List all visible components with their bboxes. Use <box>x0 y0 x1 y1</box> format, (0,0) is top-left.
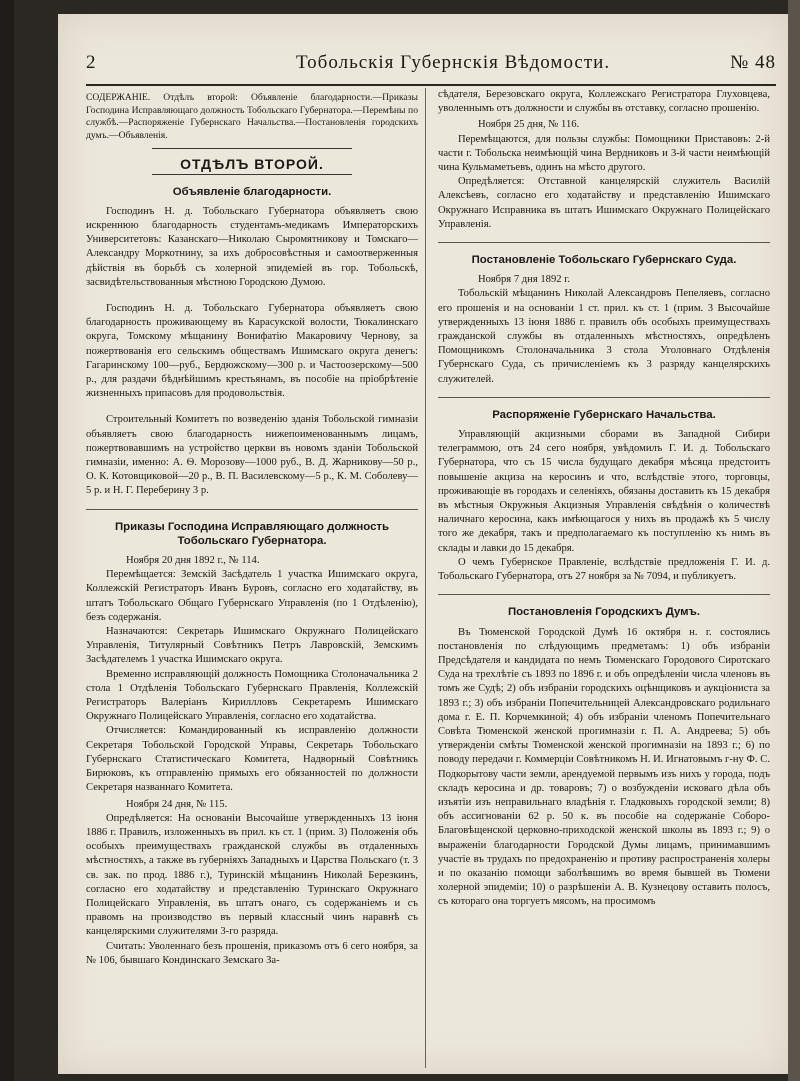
court-paragraph: Тобольскій мѣщанинъ Николай Александровъ Пепеляевъ, согласно его прошенія и на основаніи 1 ст. прил. къ ст. 1 (прим. 3 Высочайше утвержденныхъ 13 іюня 1886 г. правилъ объ особыхъ преимуществахъ гражданской службы въ отдаленныхъ мѣстностяхъ, опредѣленъ Помощникомъ Столоначальника 3 стола Уголовнаго Отдѣленія Губернскаго Суда, съ причисленіемъ къ 3 разряду канцелярскихъ служителей. <box>438 288 770 385</box>
orders-paragraph-3: Временно исправляющій должность Помощника Столоначальника 2 стола 1 Отдѣленія Тобольскаго Губернскаго Правленія, Коллежскій Регистраторъ Валеріанъ Кириллловъ Секретаремъ Ишимскаго Окружнаго Полицейскаго Управленія, согласно его ходатайства. <box>86 668 418 723</box>
continued-paragraph-1: сѣдателя, Березовскаго округа, Коллежскаго Регистратора Глуховцева, уволеннымъ отъ должности и службы въ отставку, согласно прошенію. <box>438 89 770 115</box>
continued-date: Ноября 25 дня, № 116. <box>478 119 580 131</box>
orders-date-1: Ноября 20 дня 1892 г., № 114. <box>126 555 260 567</box>
page-number: 2 <box>86 52 97 73</box>
next-page-edge <box>788 0 800 1081</box>
orders-heading: Приказы Господина Исправляющаго должность Тобольскаго Губернатора. <box>115 520 389 547</box>
book-spine <box>0 0 14 1081</box>
header-rule <box>86 84 776 86</box>
orders-paragraph-5: Опредѣляется: На основаніи Высочайше утвержденныхъ 13 іюня 1886 г. Правилъ, изложенныхъ въ прил. къ ст. 1 (прим. 3) Положенія объ особыхъ преимуществахъ гражданской службы въ отдаленныхъ мѣстностяхъ, а также въ губерніяхъ Западныхъ и Царства Польскаго (т. 3 св. зак. по прод. 1886 г.), Туринскій мѣщанинъ Николай Березкинъ, согласно его ходатайству и представленію Туринскаго Окружнаго Полицейскаго Управленія, въ штатъ онаго, съ содержаніемъ и съ правомъ на производство въ первый классный чинъ наравнѣ съ канцелярскими служителями 3-го разряда. <box>86 812 418 938</box>
order-heading: Распоряженіе Губернскаго Начальства. <box>492 408 716 421</box>
issue-number: № 48 <box>730 52 776 73</box>
duma-paragraph: Въ Тюменской Городской Думѣ 16 октября н. г. состоялись постановленія по слѣдующимъ предметамъ: 1) объ избраніи Предсѣдателя и кандидата по немъ Тюменскаго Городового Сиротскаго Суда на трехлѣтіе съ 1893 по 1896 г. и объ опредѣленіи числа членовъ въ томъ же Судѣ; 2) объ избраніи городскихъ оцѣнщиковъ и аукціониста за 1893 г.; 3) объ избраніи Попечительницей Александровскаго родильнаго дома г. Е. П. Корчемкиной; 4) объ избраніи членомъ Попечительнаго Совѣта Тюменской женской прогимназіи г. П. А. Андреева; 5) объ утвержденіи смѣты Тюменской женской прогимназіи на 1893 г.; 6) по поводу передачи г. Коммерціи Совѣтникомъ Н. И. Игнатовымъ г-ну Ф. С. Подкорытову части земли, арендуемой первымъ изъ нихъ у города, подъ складъ керосина и др. товаровъ; 7) о возбужденіи исковаго дѣла объ изъятіи изъ неправильнаго владѣнія г. Гладковыхъ городской земли; 8) объ ассигнованіи 62 р. 50 к. въ пособіе на содержаніе Соборо-Благовѣщенской церковно-приходской женской школы въ 1893 г.; 9) о выраженіи благодарности Городской Думы лицамъ, принимавшимъ участіе въ трудахъ по предохраненію и противу распространенія холеры и по оказанію помощи заболѣвшимъ во время бывшей въ Тюмени холерной эпидеміи; 10) о разрѣшеніи А. В. Кузнецову оставить полосъ, съ котораго она торгуетъ мясомъ, на просимомъ <box>438 626 770 908</box>
section-rule <box>152 174 352 175</box>
newspaper-page <box>58 14 788 1074</box>
left-column <box>86 88 418 968</box>
duma-heading: Постановленія Городскихъ Думъ. <box>507 606 701 619</box>
thanks-paragraph-3: Строительный Комитетъ по возведенію зданія Тобольской гимназіи объявляетъ свою благодарность нижепоименованнымъ лицамъ, пожертвовавшимъ на устройство церкви въ новомъ зданіи Тобольской гимназіи, именно: А. Ѳ. Морозову—1000 руб., В. Д. Жарникову—50 р., О. К. Котовщиковой—20 р., В. П. Василевскому—5 р., К. М. Соболеву—5 р. и Н. Г. Переберину 3 р. <box>86 414 418 497</box>
orders-date-2: Ноября 24 дня, № 115. <box>126 798 228 810</box>
column-separator <box>425 88 426 1068</box>
orders-paragraph-6: Считать: Уволеннаго безъ прошенія, приказомъ отъ 6 сего ноября, за № 106, бывшаго Кондинскаго Земскаго За- <box>86 940 418 966</box>
order-paragraph-2: О чемъ Губернское Правленіе, вслѣдствіе предложенія Г. И. д. Тобольскаго Губернатора, отъ 27 ноября за № 7094, и публикуетъ. <box>438 556 770 583</box>
divider <box>438 397 770 398</box>
orders-paragraph-4: Отчисляется: Командированный къ исправленію должности Секретаря Тобольской Городской Управы, Секретарь Тобольскаго Губернскаго Статистическаго Комитета, Надворный Совѣтникъ Бирюковъ, къ отправленію прямыхъ его обязанностей по должности Секретаря названнаго Комитета. <box>86 725 418 794</box>
orders-paragraph-2: Назначаются: Секретарь Ишимскаго Окружнаго Полицейскаго Управленія, Титулярный Совѣтникъ Петръ Лавровскій, Земскимъ Засѣдателемъ 1 участка Ишимскаго округа. <box>86 626 418 666</box>
newspaper-title: Тобольскія Губернскія Вѣдомости. <box>296 52 611 73</box>
court-date: Ноября 7 дня 1892 г. <box>478 274 570 286</box>
continued-paragraph-2: Перемѣщаются, для пользы службы: Помощники Приставовъ: 2-й части г. Тобольска неимѣющій чина Вердниковъ и 3-й части неимѣющій чина Кульмаметьевъ, одинъ на мѣсто другого. <box>438 133 770 174</box>
thanks-paragraph-1: Господинъ Н. д. Тобольскаго Губернатора объявляетъ свою искреннюю благодарность студентамъ-медикамъ Императорскихъ Университетовъ: Казанскаго—Николаю Сыромятникову и Томскаго—Александру Моркотнину, за ихъ добросовѣстныя и самоотверженныя дѣйствія въ борьбѣ съ холерной эпидеміей въ гор. Тобольскѣ, засвидѣтельствованныя мѣстною Городскою Думою. <box>86 205 418 288</box>
page-header <box>86 52 776 80</box>
thanks-paragraph-2: Господинъ Н. д. Тобольскаго Губернатора объявляетъ свою благодарность проживающему въ Карасукской волости, Тюкалинскаго округа, Томскому мѣщанину Вонифатію Макаровичу Чернову, за пожертвованія его сельскимъ обществамъ Ишимскаго округа денегъ: Гагаринскому 100—руб., Бердюжскому—300 р. и Частоозерскому—500 р., для раздачи бѣднѣйшимъ крестьянамъ, въ пособіе на пріобрѣтеніе жизненныхъ припасовъ для продовольствія. <box>86 303 418 400</box>
order-paragraph-1: Управляющій акцизными сборами въ Западной Сибири телеграммою, отъ 24 сего ноября, увѣдомилъ Г. И. д. Тобольскаго Губернатора, что съ 15 числа будущаго декабря мѣсяца предстоитъ повышеніе акциза на керосинъ и что, вслѣдствіе этого, торговцы, проживающіе въ городахъ и селеніяхъ, обязаны доставить къ 15 декабря въ мѣстныя Окружныя Акцизныя Управленія свѣдѣнія о количествѣ наличнаго керосина, какъ имѣющагося у нихъ въ продажѣ къ 5 числу того же декабря, такъ и предполагаемаго къ поступленію къ нимъ въ склады и лавки до 15 декабря. <box>438 429 770 554</box>
contents-summary: СОДЕРЖАНІЕ. Отдѣлъ второй: Объявленіе благодарности.—Приказы Господина Исправляющаго должность Тобольскаго Губернатора.—Перемѣны по службѣ.—Распоряженіе Губернскаго Начальства.—Постановленія городскихъ думъ.—Объявленія. <box>86 92 418 141</box>
divider <box>438 594 770 595</box>
divider <box>438 242 770 243</box>
continued-paragraph-3: Опредѣляется: Отставной канцелярскій служитель Василій Алексѣевъ, согласно его ходатайству и представленію Ишимскаго Окружнаго Исправника въ штатъ Ишимскаго Окружнаго Полицейскаго Управленія. <box>438 176 770 230</box>
court-heading: Постановленіе Тобольскаго Губернскаго Суда. <box>471 254 737 267</box>
divider <box>86 509 418 510</box>
section-title: ОТДѢЛЪ ВТОРОЙ. <box>180 156 324 173</box>
orders-paragraph-1: Перемѣщается: Земскій Засѣдатель 1 участка Ишимскаго округа, Коллежскій Регистраторъ Иванъ Буровъ, согласно его ходатайству, въ штатъ Тобольскаго Общаго Губернскаго Управленія (по 1 Отдѣленію), безъ содержанія. <box>86 569 418 623</box>
right-column <box>438 88 770 910</box>
thanks-heading: Объявленіе благодарности. <box>172 185 332 198</box>
contents-rule <box>152 148 352 149</box>
